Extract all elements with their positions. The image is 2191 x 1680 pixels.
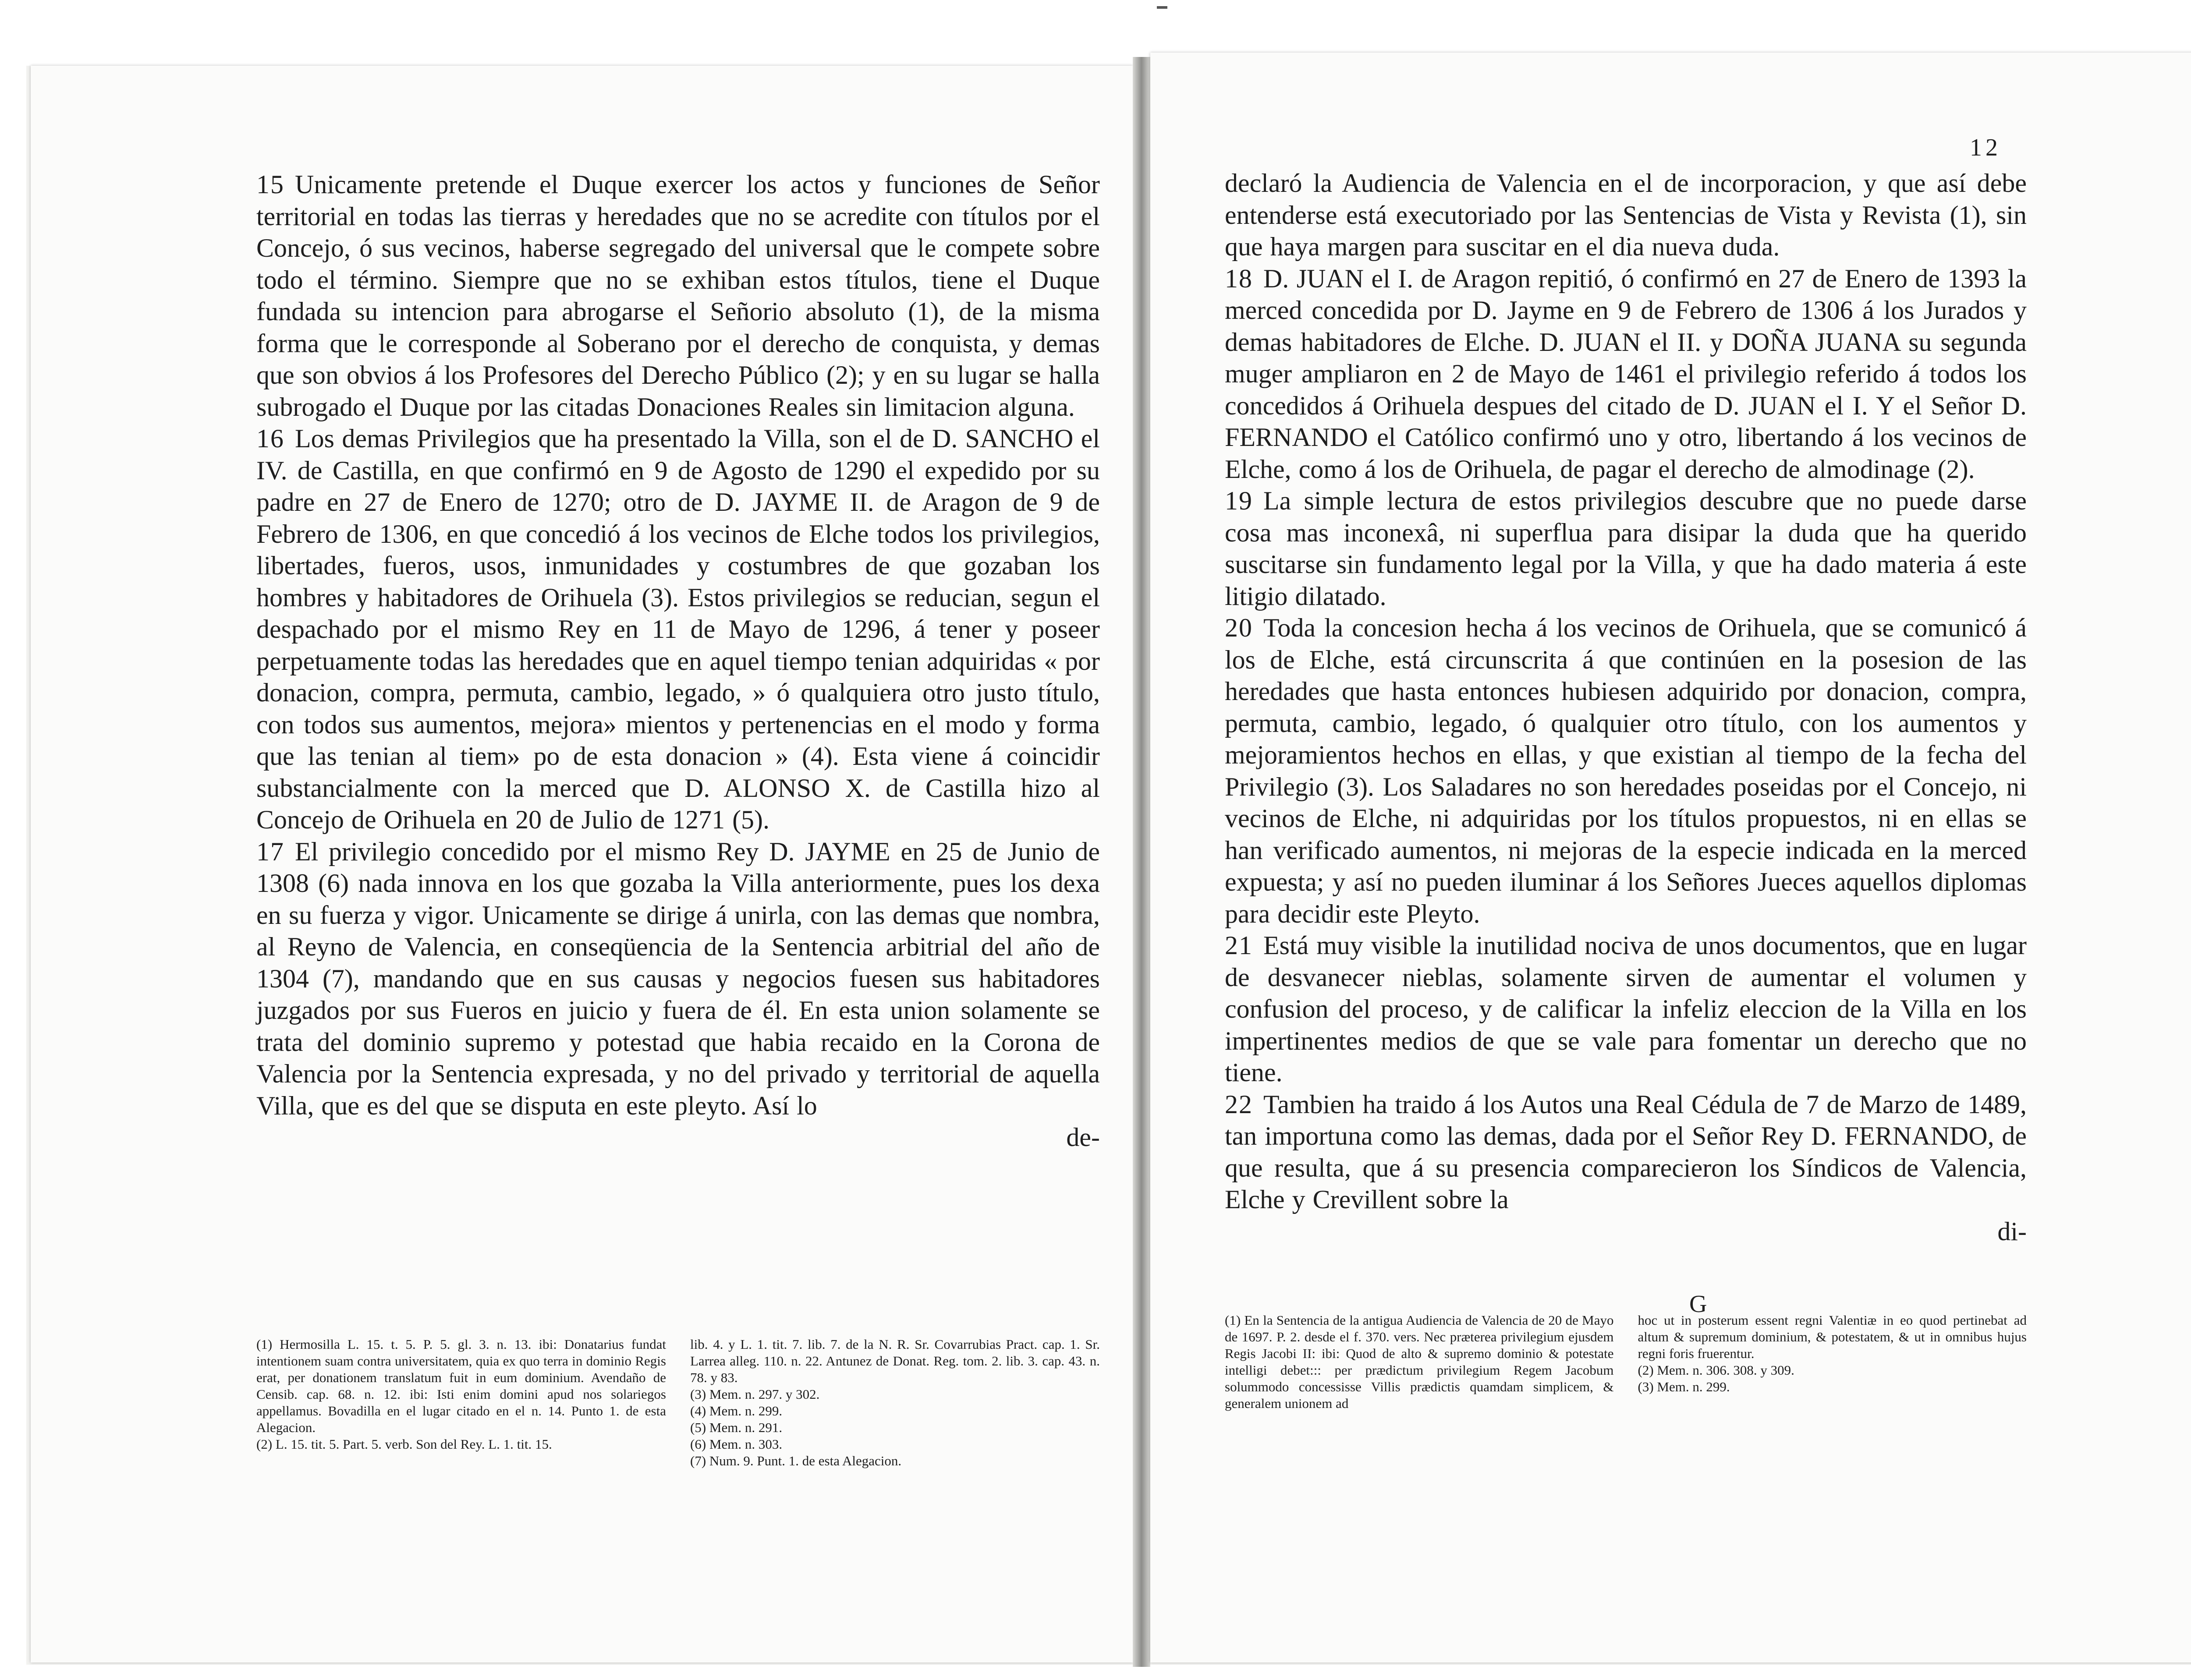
paragraph-text: Los demas Privilegios que ha presentado la Villa, son el de D. SANCHO el IV. de Castilla, en que confirmó en 9 de Agosto de 1290 el expedido por su padre en 27 de Enero de 1270; otro de D. JAYME II. de Aragon de 9 de Febrero de 1306, en que concedió á los vecinos de Elche todos los privilegios, libertades, fueros, usos, inmunidades y costumbres de que gozaban los hombres y habitadores de Orihuela (3). Estos privilegios se reducian, segun el despachado por el mismo Rey en 11 de Mayo de 1296, á tener y poseer perpetuamente todas las heredades que en aquel tiempo tenian adquiridas « por donacion, compra, permuta, cambio, legado, » ó qualquiera otro justo título, con todos sus aumentos, mejora» mientos y pertenencias en el modo y forma que las tenian al tiem» po de esta donacion » (4). Esta viene á coincidir substancialmente con la merced que D. ALONSO X. de Castilla hizo al Concejo de Orihuela en 20 de Julio de 1271 (5). [256, 424, 1100, 834]
footnote: (3) Mem. n. 299. [1638, 1379, 1730, 1394]
footnote: (7) Num. 9. Punt. 1. de esta Alegacion. [690, 1453, 902, 1468]
paragraph-number: 19 [1225, 486, 1253, 515]
left-footnotes [256, 1336, 1100, 1469]
catchword: di- [1997, 1217, 2027, 1246]
paragraph-22 [1225, 1089, 2027, 1216]
right-footnotes [1225, 1312, 2027, 1412]
footnote: lib. 4. y L. 1. tit. 7. lib. 7. de la N. R. Sr. Covarrubias Pract. cap. 1. Sr. Larrea alleg. 110. n. 22. Antunez de Donat. Reg. tom. 2. lib. 3. cap. 43. n. 78. y 83. [690, 1337, 1100, 1385]
footnote: (2) L. 15. tit. 5. Part. 5. verb. Son del Rey. L. 1. tit. 15. [256, 1436, 552, 1452]
paragraph-text: La simple lectura de estos privilegios descubre que no puede darse cosa mas inconexâ, ni superflua para disipar la duda que ha querido suscitarse sin fundamento legal por la Villa, y que ha dado materia á este litigio dilatado. [1225, 486, 2027, 611]
footnote: (5) Mem. n. 291. [690, 1420, 783, 1435]
footnote-column [1638, 1312, 2027, 1412]
paragraph-19 [1225, 485, 2027, 612]
footnote: hoc ut in posterum essent regni Valentiæ in eo quod pertinebat ad altum & supremum dominium, & potestatem, & ut in omnibus hujus regni foris fruerentur. [1638, 1312, 2027, 1361]
paragraph-number: 20 [1225, 613, 1253, 642]
footnote-column [690, 1336, 1100, 1469]
paragraph-text: El privilegio concedido por el mismo Rey D. JAYME en 25 de Junio de 1308 (6) nada innova en los que gozaba la Villa anteriormente, pues los dexa en su fuerza y vigor. Unicamente se dirige á unirla, con las demas que nombra, al Reyno de Valencia, en conseqüencia de la Sentencia arbitrial del año de 1304 (7), mandando que en sus causas y negocios fuesen sus habitadores juzgados por sus Fueros en juicio y fuera de él. En esta union solamente se trata del dominio supremo y potestad que habia recaido en la Corona de Valencia por la Sentencia expresada, y no del privado y territorial de aquella Villa, que es del que se disputa en este pleyto. Así lo [256, 837, 1100, 1120]
paragraph-number: 22 [1225, 1089, 1253, 1119]
paragraph-text: declaró la Audiencia de Valencia en el de incorporacion, y que así debe entenderse está executoriado por las Sentencias de Vista y Revista (1), sin que haya margen para suscitar en el dia nueva duda. [1225, 169, 2027, 261]
scan-mark [1157, 6, 1167, 9]
footnote-column [256, 1336, 666, 1469]
paragraph-text: Unicamente pretende el Duque exercer los actos y funciones de Señor territorial en todas las tierras y heredades que no se acredite con títulos por el Concejo, ó sus vecinos, haberse segregado del universal que le compete sobre todo el término. Siempre que no se exhiban estos títulos, tiene el Duque fundada su intencion para abrogarse el Señorio absoluto (1), de la misma forma que le corresponde al Soberano por el derecho de conquista, y demas que son obvios á los Profesores del Derecho Público (2); y en su lugar se halla subrogado el Duque por las citadas Donaciones Reales sin limitacion alguna. [256, 170, 1100, 421]
paragraph-continued [1225, 167, 2027, 263]
left-page [31, 66, 1133, 1662]
footnote: (3) Mem. n. 297. y 302. [690, 1386, 820, 1402]
paragraph-21 [1225, 930, 2027, 1089]
paragraph-16 [256, 423, 1100, 836]
paragraph-text: Tambien ha traido á los Autos una Real Cédula de 7 de Marzo de 1489, tan importuna como las demas, dada por el Señor Rey D. FERNANDO, de que resulta, que á su presencia comparecieron los Síndicos de Valencia, Elche y Crevillent sobre la [1225, 1089, 2027, 1214]
paragraph-text: D. JUAN el I. de Aragon repitió, ó confirmó en 27 de Enero de 1393 la merced concedida por D. Jayme en 9 de Febrero de 1306 á los Jurados y demas habitadores de Elche. D. JUAN el II. y DOÑA JUANA su segunda muger ampliaron en 2 de Mayo de 1461 el privilegio referido á todos los concedidos á Orihuela despues del citado de D. JUAN el I. Y el Señor D. FERNANDO el Católico confirmó uno y otro, libertando á los vecinos de Elche, como á los de Orihuela, de pagar el derecho de almodinage (2). [1225, 264, 2027, 484]
paragraph-number: 17 [256, 837, 284, 866]
paragraph-number: 21 [1225, 931, 1253, 960]
paragraph-15 [256, 169, 1100, 423]
paragraph-number: 18 [1225, 264, 1253, 293]
footnote: (6) Mem. n. 303. [690, 1436, 783, 1452]
paragraph-18 [1225, 263, 2027, 485]
paragraph-number: 15 [256, 170, 284, 199]
left-body-text [256, 169, 1100, 1153]
paragraph-text: Está muy visible la inutilidad nociva de unos documentos, que en lugar de desvanecer nieblas, solamente sirven de aumentar el volumen y confusion del proceso, y de calificar la infeliz eleccion de la Villa en los impertinentes medios de que se vale para fomentar un derecho que no tiene. [1225, 931, 2027, 1087]
footnote: (1) Hermosilla L. 15. t. 5. P. 5. gl. 3. n. 13. ibi: Donatarius fundat intentionem suam contra universitatem, quia ex quo terra in dominio Regis erat, per donationem translatum fuit in eum dominium. Avendaño de Censib. cap. 68. n. 12. ibi: Isti enim domini apud nos solariegos appellamus. Bovadilla en el lugar citado en el n. 14. Punto 1. de esta Alegacion. [256, 1337, 666, 1435]
catchword: de- [1066, 1123, 1100, 1152]
paragraph-20 [1225, 612, 2027, 930]
page-number: 12 [1970, 134, 2001, 161]
right-page [1150, 53, 2191, 1662]
footnote: (1) En la Sentencia de la antigua Audiencia de Valencia de 20 de Mayo de 1697. P. 2. desde el f. 370. vers. Nec præterea privilegium ejusdem Regis Jacobi II: ibi: Quod de alto & supremo dominio & potestate intelligi debet::: per prædictum privilegium Regem Jacobum solummodo concessisse Villis prædictis quamdam simplicem, & generalem unionem ad [1225, 1312, 1614, 1411]
signature-mark: G [1689, 1291, 1707, 1318]
paragraph-text: Toda la concesion hecha á los vecinos de Orihuela, que se comunicó á los de Elche, está circunscrita á que continúen en la posesion de las heredades que hasta entonces hubiesen adquirido por donacion, compra, permuta, cambio, legado, ó qualquier otro título, con los aumentos y mejoramientos hechos en ellas, y que existian al tiempo de la fecha del Privilegio (3). Los Saladares no son heredades poseidas por el Concejo, ni vecinos de Elche, ni adquiridas por los títulos propuestos, ni en ellas se han verificado aumentos, ni mejoras de la especie indicada en la merced expuesta; y así no pueden iluminar á los Señores Jueces aquellos diplomas para decidir este Pleyto. [1225, 613, 2027, 928]
paragraph-number: 16 [256, 424, 284, 453]
footnote: (2) Mem. n. 306. 308. y 309. [1638, 1362, 1794, 1378]
footnote: (4) Mem. n. 299. [690, 1403, 783, 1418]
footnote-column [1225, 1312, 1614, 1412]
right-body-text [1225, 167, 2027, 1247]
book-gutter [1133, 57, 1150, 1667]
paragraph-17 [256, 836, 1100, 1122]
